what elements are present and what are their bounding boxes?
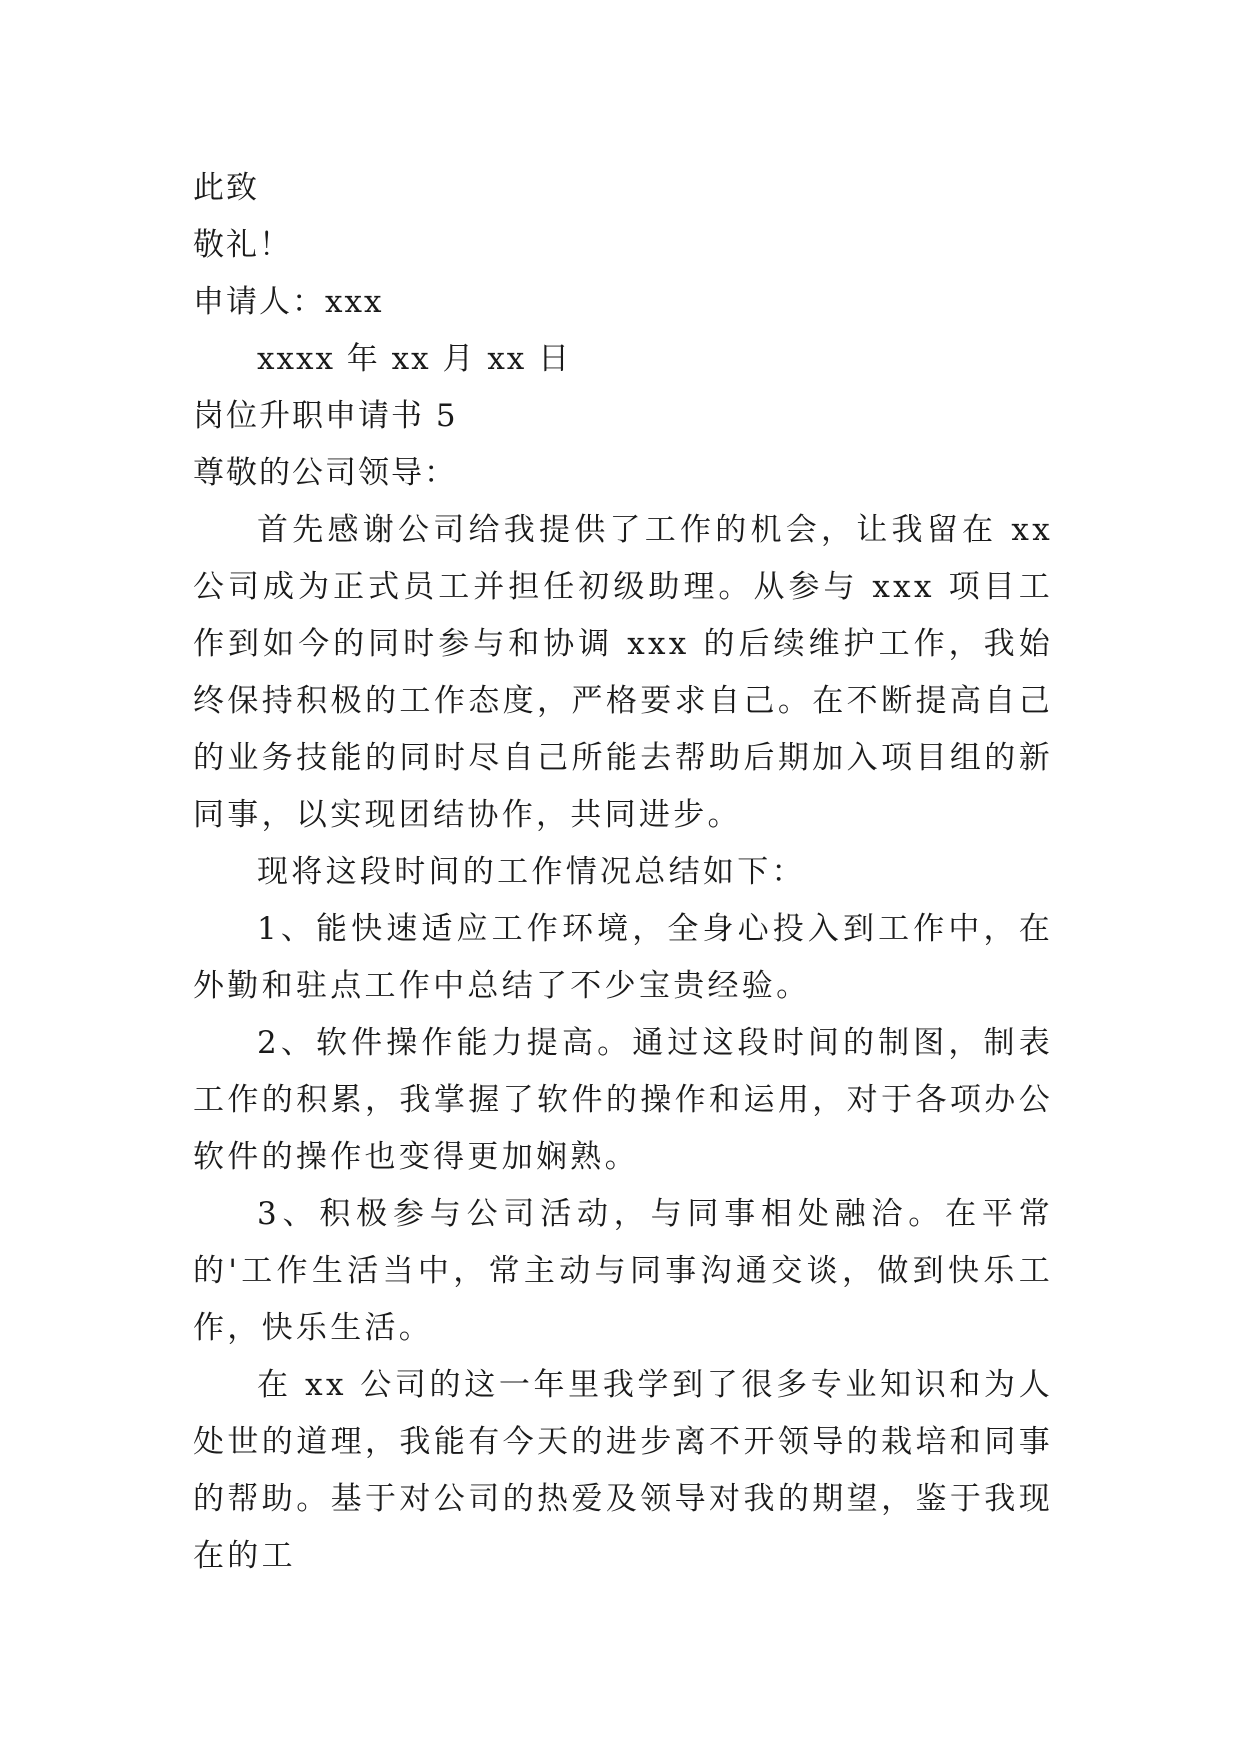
paragraph-6: 在 xx 公司的这一年里我学到了很多专业知识和为人处世的道理，我能有今天的进步离不开领导的栽培和同事的帮助。基于对公司的热爱及领导对我的期望，鉴于我现在的工 [193,1367,1053,1574]
paragraph-5: 3、积极参与公司活动，与同事相处融洽。在平常的'工作生活当中，常主动与同事沟通交谈，做到快乐工作，快乐生活。 [193,1196,1053,1346]
paragraph-2: 现将这段时间的工作情况总结如下： [257,854,806,890]
date-line: xxxx 年 xx 月 xx 日 [257,341,572,377]
document-body [193,160,1053,1585]
paragraph-1: 首先感谢公司给我提供了工作的机会，让我留在 xx 公司成为正式员工并担任初级助理。从参与 xxx 项目工作到如今的同时参与和协调 xxx 的后续维护工作，我始终保持积极的工作态度，严格要求自己。在不断提高自己的业务技能的同时尽自己所能去帮助后期加入项目组的新同事，以实现团结协作，共同进步。 [193,512,1053,833]
paragraph-3: 1、能快速适应工作环境，全身心投入到工作中，在外勤和驻点工作中总结了不少宝贵经验。 [193,911,1053,1004]
salutation: 尊敬的公司领导： [193,455,457,491]
closing-line-1: 此致 [193,170,259,206]
applicant-line: 申请人：xxx [193,284,384,320]
closing-line-2: 敬礼！ [193,227,292,263]
letter-title: 岗位升职申请书 5 [193,398,458,434]
paragraph-4: 2、软件操作能力提高。通过这段时间的制图，制表工作的积累，我掌握了软件的操作和运用，对于各项办公软件的操作也变得更加娴熟。 [193,1025,1053,1175]
